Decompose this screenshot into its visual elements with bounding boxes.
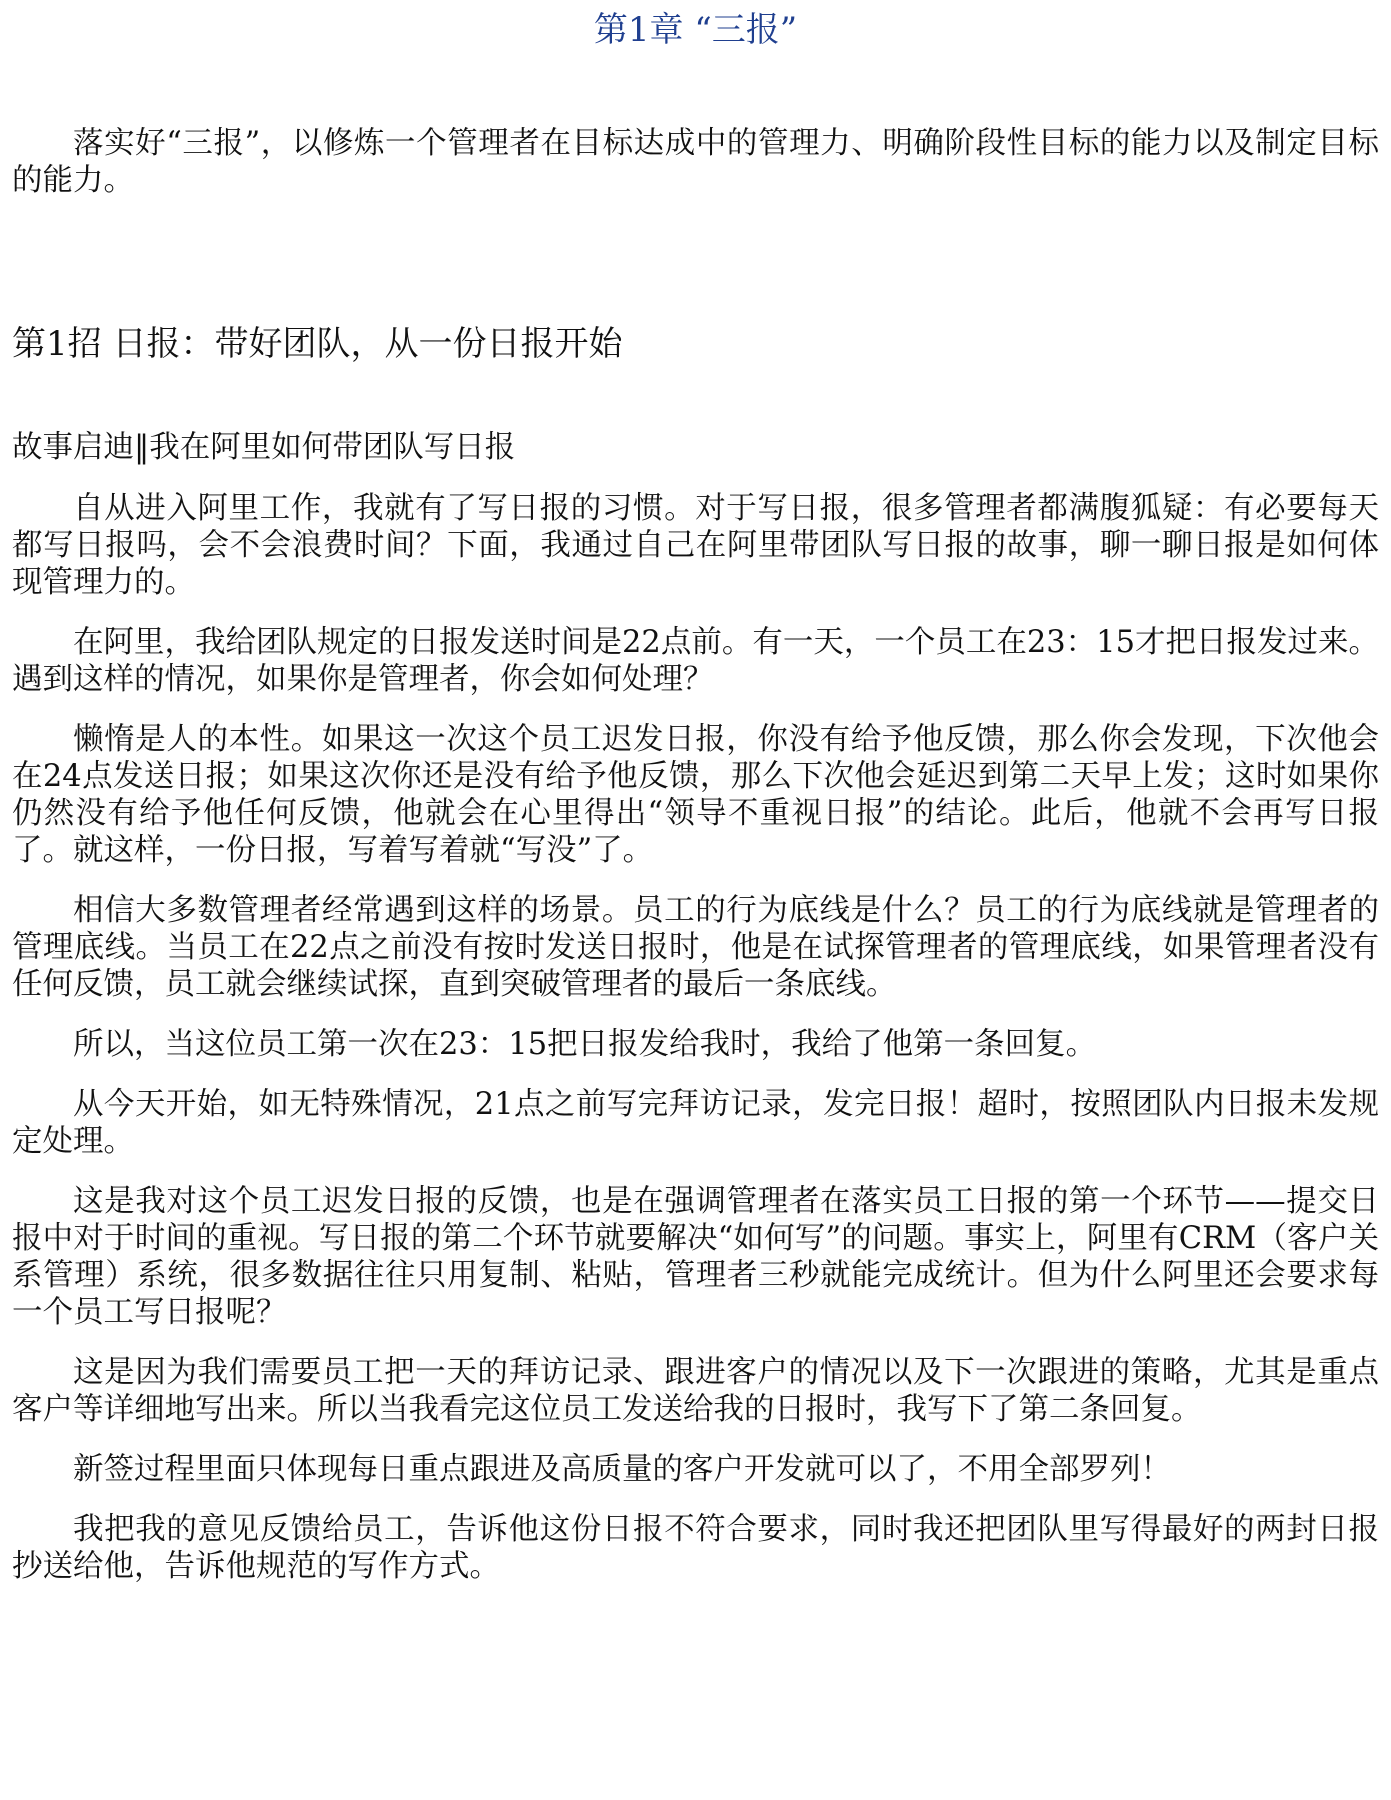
paragraph: 这是因为我们需要员工把一天的拜访记录、跟进客户的情况以及下一次跟进的策略，尤其是重点客户等详细地写出来。所以当我看完这位员工发送给我的日报时，我写下了第二条回复。 bbox=[12, 1355, 1379, 1427]
section-title: 第1招 日报：带好团队，从一份日报开始 bbox=[12, 324, 623, 364]
chapter-intro: 落实好“三报”，以修炼一个管理者在目标达成中的管理力、明确阶段性目标的能力以及制定目标的能力。 bbox=[12, 126, 1379, 198]
paragraph: 自从进入阿里工作，我就有了写日报的习惯。对于写日报，很多管理者都满腹狐疑：有必要每天都写日报吗，会不会浪费时间？下面，我通过自己在阿里带团队写日报的故事，聊一聊日报是如何体现管理力的。 bbox=[12, 491, 1379, 600]
paragraph: 这是我对这个员工迟发日报的反馈，也是在强调管理者在落实员工日报的第一个环节——提交日报中对于时间的重视。写日报的第二个环节就要解决“如何写”的问题。事实上，阿里有CRM（客户关系管理）系统，很多数据往往只用复制、粘贴，管理者三秒就能完成统计。但为什么阿里还会要求每一个员工写日报呢？ bbox=[12, 1184, 1379, 1330]
paragraph: 在阿里，我给团队规定的日报发送时间是22点前。有一天，一个员工在23：15才把日报发过来。遇到这样的情况，如果你是管理者，你会如何处理？ bbox=[12, 625, 1379, 697]
paragraph: 相信大多数管理者经常遇到这样的场景。员工的行为底线是什么？员工的行为底线就是管理者的管理底线。当员工在22点之前没有按时发送日报时，他是在试探管理者的管理底线，如果管理者没有任何反馈，员工就会继续试探，直到突破管理者的最后一条底线。 bbox=[12, 893, 1379, 1002]
body-content bbox=[12, 490, 1379, 1585]
paragraph: 懒惰是人的本性。如果这一次这个员工迟发日报，你没有给予他反馈，那么你会发现，下次他会在24点发送日报；如果这次你还是没有给予他反馈，那么下次他会延迟到第二天早上发；这时如果你仍然没有给予他任何反馈，他就会在心里得出“领导不重视日报”的结论。此后，他就不会再写日报了。就这样，一份日报，写着写着就“写没”了。 bbox=[12, 722, 1379, 868]
story-title: 故事启迪‖我在阿里如何带团队写日报 bbox=[12, 430, 516, 465]
paragraph: 新签过程里面只体现每日重点跟进及高质量的客户开发就可以了，不用全部罗列！ bbox=[73, 1452, 1171, 1487]
paragraph: 所以，当这位员工第一次在23：15把日报发给我时，我给了他第一条回复。 bbox=[73, 1027, 1097, 1062]
paragraph: 从今天开始，如无特殊情况，21点之前写完拜访记录，发完日报！超时，按照团队内日报未发规定处理。 bbox=[12, 1087, 1379, 1159]
chapter-title: 第1章 “三报” bbox=[593, 10, 798, 50]
paragraph: 我把我的意见反馈给员工，告诉他这份日报不符合要求，同时我还把团队里写得最好的两封日报抄送给他，告诉他规范的写作方式。 bbox=[12, 1512, 1379, 1584]
